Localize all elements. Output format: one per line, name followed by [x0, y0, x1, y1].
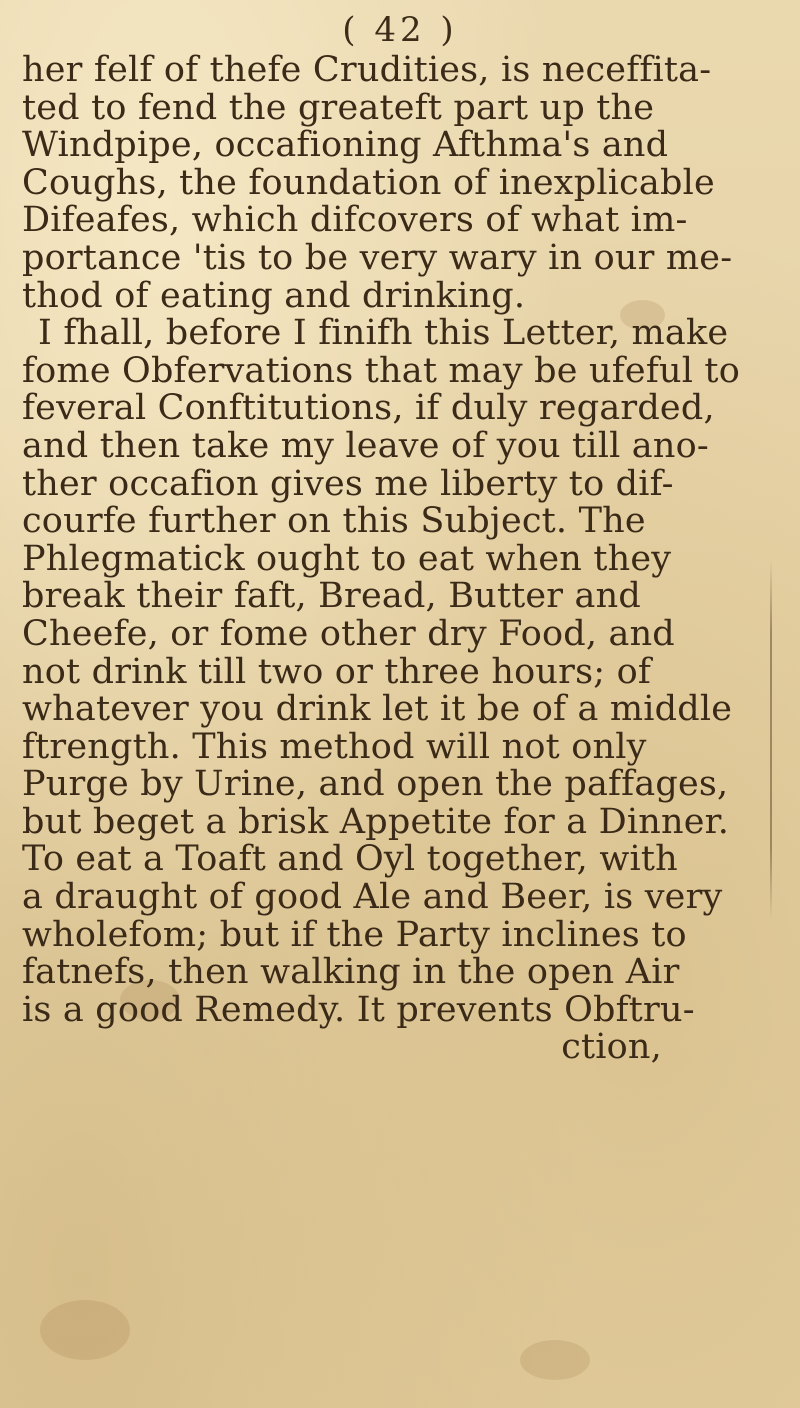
- text-line: and then take my leave of you till ano-: [22, 427, 709, 466]
- text-line: thod of eating and drinking.: [22, 277, 526, 316]
- text-line: Purge by Urine, and open the paffages,: [22, 766, 729, 804]
- text-line: a draught of good Ale and Beer, is very: [22, 879, 723, 917]
- margin-line: [770, 560, 772, 920]
- text-line: not drink till two or three hours; of: [22, 653, 652, 692]
- text-line: feveral Conftitutions, if duly regarded,: [22, 390, 715, 428]
- text-line: Windpipe, occafioning Afthma's and: [22, 127, 669, 165]
- text-line: wholefom; but if the Party inclines to: [22, 916, 687, 955]
- text-line: is a good Remedy. It prevents Obftru-: [22, 991, 695, 1030]
- text-line: Cheefe, or fome other dry Food, and: [22, 615, 675, 654]
- text-line: her felf of thefe Crudities, is neceffita-: [22, 52, 712, 90]
- text-line: but beget a brisk Appetite for a Dinner.: [22, 803, 730, 842]
- catchword: ction,: [561, 1029, 662, 1068]
- text-line: break their faft, Bread, Butter and: [22, 578, 641, 616]
- text-line: ther occafion gives me liberty to dif-: [22, 465, 674, 504]
- page-number: ( 42 ): [342, 10, 458, 50]
- text-line: courfe further on this Subject. The: [22, 503, 646, 541]
- foxing-stain: [520, 1340, 590, 1380]
- text-line: Difeafes, which difcovers of what im-: [22, 202, 688, 240]
- text-line: fatnefs, then walking in the open Air: [22, 954, 680, 992]
- text-line: Phlegmatick ought to eat when they: [22, 540, 672, 579]
- foxing-stain: [40, 1300, 130, 1360]
- text-line: Coughs, the foundation of inexplicable: [22, 164, 715, 203]
- text-line: ted to fend the greateft part up the: [22, 89, 655, 128]
- text-line: To eat a Toaft and Oyl together, with: [22, 841, 678, 880]
- text-line: fome Obfervations that may be ufeful to: [22, 352, 740, 391]
- text-line: ftrength. This method will not only: [22, 728, 647, 767]
- body-text: [22, 52, 782, 1067]
- text-line: I fhall, before I finifh this Letter, make: [38, 315, 729, 353]
- text-line: whatever you drink let it be of a middle: [22, 691, 733, 729]
- text-line: portance 'tis to be very wary in our me-: [22, 239, 733, 278]
